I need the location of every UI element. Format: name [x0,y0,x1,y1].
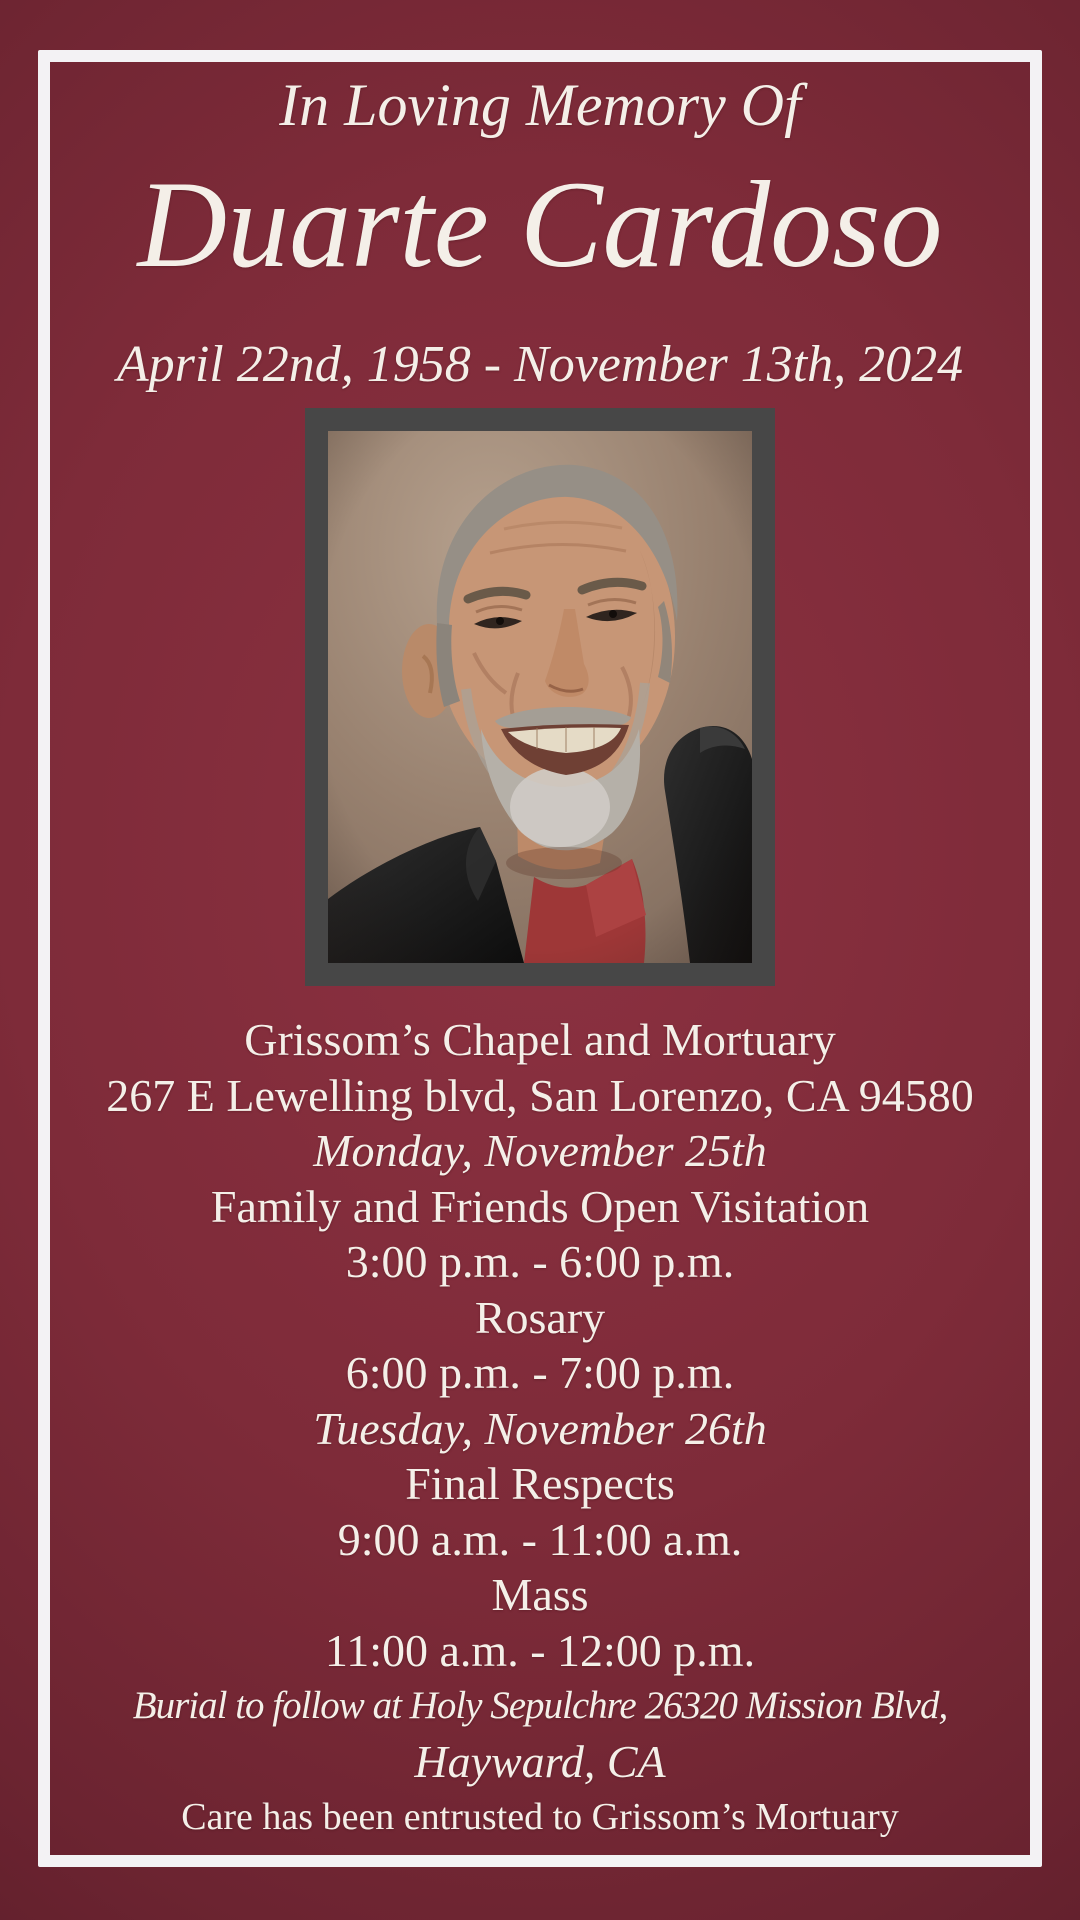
life-dates: April 22nd, 1958 - November 13th, 2024 [116,336,964,393]
service-line: 9:00 a.m. - 11:00 a.m. [337,1513,743,1565]
service-line: 6:00 p.m. - 7:00 p.m. [345,1347,735,1399]
service-line: Mass [491,1569,589,1621]
deceased-name: Duarte Cardoso [137,156,943,293]
service-line: Final Respects [405,1458,675,1510]
service-details [50,1012,1030,1845]
service-line: Hayward, CA [414,1735,666,1787]
portrait-photo [328,431,752,963]
service-line: 267 E Lewelling blvd, San Lorenzo, CA 94580 [106,1069,974,1121]
service-line: Rosary [474,1291,606,1343]
photo-vignette [328,431,752,963]
service-line: 3:00 p.m. - 6:00 p.m. [345,1236,735,1288]
service-line: 11:00 a.m. - 12:00 p.m. [324,1624,756,1676]
service-line: Monday, November 25th [313,1125,767,1177]
service-line: Family and Friends Open Visitation [210,1180,870,1232]
service-line: Burial to follow at Holy Sepulchre 26320 Mission Blvd, [132,1684,948,1728]
service-line: Grissom’s Chapel and Mortuary [244,1014,836,1066]
portrait-frame [305,408,775,986]
service-line: Tuesday, November 26th [313,1402,767,1454]
service-line: Care has been entrusted to Grissom’s Mortuary [181,1795,899,1838]
tribute-line: In Loving Memory Of [279,72,801,138]
